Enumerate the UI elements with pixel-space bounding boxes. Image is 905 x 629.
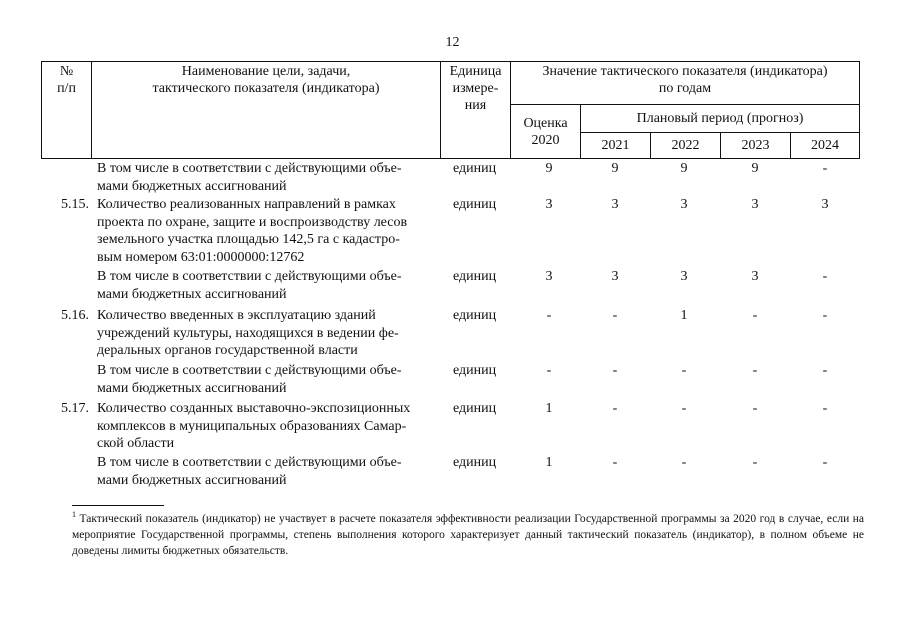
row-value: 9 bbox=[751, 161, 759, 176]
row-name-line: Количество введенных в эксплуатацию зданий bbox=[97, 308, 376, 323]
row-name-line: мами бюджетных ассигнований bbox=[97, 286, 287, 302]
row-name-line: мами бюджетных ассигнований bbox=[97, 178, 287, 194]
page-number: 12 bbox=[445, 35, 460, 50]
row-value: 1 bbox=[545, 401, 553, 416]
row-number: 5.16. bbox=[61, 308, 89, 323]
row-value: - bbox=[752, 308, 758, 323]
row-unit: единиц bbox=[453, 308, 497, 323]
header-unit-line2: измере- bbox=[452, 81, 499, 96]
row-name bbox=[97, 268, 437, 303]
row-value: - bbox=[681, 401, 687, 416]
table-row bbox=[41, 307, 859, 362]
header-unit bbox=[441, 62, 511, 159]
row-name-line: мами бюджетных ассигнований bbox=[97, 472, 287, 488]
row-value: - bbox=[612, 308, 618, 323]
row-unit: единиц bbox=[453, 161, 497, 176]
row-value: - bbox=[612, 363, 618, 378]
header-year: 2022 bbox=[651, 133, 721, 159]
row-name-line: вым номером 63:01:0000000:12762 bbox=[97, 249, 305, 265]
row-value: - bbox=[546, 363, 552, 378]
row-unit: единиц bbox=[453, 269, 497, 284]
row-unit: единиц bbox=[453, 363, 497, 378]
header-num bbox=[42, 62, 92, 159]
row-value: - bbox=[681, 455, 687, 470]
row-value: - bbox=[822, 401, 828, 416]
row-value: - bbox=[546, 308, 552, 323]
row-value: 3 bbox=[545, 197, 553, 212]
row-unit: единиц bbox=[453, 455, 497, 470]
footnote bbox=[72, 507, 864, 559]
table-row bbox=[41, 454, 859, 490]
header-name bbox=[92, 62, 441, 159]
row-name-line: земельного участка площадью 142,5 га с кадастро- bbox=[97, 232, 400, 247]
row-value: - bbox=[822, 269, 828, 284]
row-value: 3 bbox=[611, 269, 619, 284]
row-name-line: учреждений культуры, находящихся в ведении фе- bbox=[97, 325, 399, 341]
row-unit: единиц bbox=[453, 401, 497, 416]
row-name-line: проекта по охране, защите и воспроизводству лесов bbox=[97, 214, 408, 230]
row-value: - bbox=[681, 363, 687, 378]
row-value: 3 bbox=[751, 269, 759, 284]
row-name-line: деральных органов государственной власти bbox=[97, 343, 358, 358]
row-value: 9 bbox=[611, 161, 619, 176]
header-unit-line1: Единица bbox=[449, 64, 502, 79]
header-planned: Плановый период (прогноз) bbox=[581, 105, 860, 133]
row-value: 1 bbox=[680, 308, 688, 323]
row-name bbox=[97, 454, 437, 489]
row-value: 3 bbox=[821, 197, 829, 212]
row-value: - bbox=[612, 455, 618, 470]
row-name-line: мами бюджетных ассигнований bbox=[97, 380, 287, 396]
footnote-text: Тактический показатель (индикатор) не участвует в расчете показателя эффективности реализации Государственной программы за 2020 год в случае, если на мероприятие Государственной программы, степень выполнения которого характеризует данный тактический показатель (индикатор), в полном объеме не доведены лимиты бюджетных обязательств. bbox=[72, 512, 864, 557]
row-value: 9 bbox=[545, 161, 553, 176]
header-name-line1: Наименование цели, задачи, bbox=[181, 64, 351, 79]
footnote-marker: 1 bbox=[72, 510, 76, 519]
row-value: 3 bbox=[680, 197, 688, 212]
row-value: 3 bbox=[545, 269, 553, 284]
header-num-line2: п/п bbox=[57, 81, 76, 96]
row-value: 9 bbox=[680, 161, 688, 176]
row-number: 5.15. bbox=[61, 197, 89, 212]
row-name-line: В том числе в соответствии с действующими объе- bbox=[97, 161, 402, 176]
header-unit-line3: ния bbox=[464, 98, 487, 113]
row-name bbox=[97, 307, 437, 360]
row-value: 1 bbox=[545, 455, 553, 470]
header-year: 2024 bbox=[791, 133, 860, 159]
row-value: - bbox=[752, 401, 758, 416]
row-name bbox=[97, 362, 437, 397]
row-value: 3 bbox=[611, 197, 619, 212]
row-name-line: В том числе в соответствии с действующими объе- bbox=[97, 269, 402, 284]
row-value: 3 bbox=[680, 269, 688, 284]
table-row bbox=[41, 400, 859, 454]
row-name-line: ской области bbox=[97, 436, 175, 451]
row-name-line: В том числе в соответствии с действующими объе- bbox=[97, 363, 402, 378]
table-header bbox=[41, 61, 860, 159]
table-row bbox=[41, 196, 859, 268]
header-values-line2: по годам bbox=[658, 81, 712, 96]
header-name-line2: тактического показателя (индикатора) bbox=[152, 81, 380, 96]
header-year: 2021 bbox=[581, 133, 651, 159]
header-values bbox=[511, 62, 860, 105]
row-name-line: В том числе в соответствии с действующими объе- bbox=[97, 455, 402, 470]
row-value: - bbox=[612, 401, 618, 416]
table-row bbox=[41, 268, 859, 307]
row-value: - bbox=[752, 455, 758, 470]
header-estimate bbox=[511, 105, 581, 159]
table-row bbox=[41, 160, 859, 196]
row-value: - bbox=[822, 455, 828, 470]
row-unit: единиц bbox=[453, 197, 497, 212]
row-number: 5.17. bbox=[61, 401, 89, 416]
header-values-line1: Значение тактического показателя (индикатора) bbox=[542, 64, 828, 79]
row-value: 3 bbox=[751, 197, 759, 212]
row-name-line: комплексов в муниципальных образованиях Самар- bbox=[97, 418, 407, 434]
footnote-divider bbox=[72, 505, 164, 506]
row-name-line: Количество реализованных направлений в рамках bbox=[97, 197, 396, 212]
header-estimate-line2: 2020 bbox=[531, 132, 560, 148]
table-row bbox=[41, 362, 859, 400]
row-name bbox=[97, 160, 437, 195]
row-value: - bbox=[822, 161, 828, 176]
row-value: - bbox=[822, 308, 828, 323]
row-value: - bbox=[822, 363, 828, 378]
table-body bbox=[41, 160, 859, 490]
header-year: 2023 bbox=[721, 133, 791, 159]
row-name-line: Количество созданных выставочно-экспозиционных bbox=[97, 401, 411, 416]
header-num-line1: № bbox=[59, 64, 74, 79]
row-name bbox=[97, 400, 437, 453]
row-name bbox=[97, 196, 437, 266]
header-estimate-line1: Оценка bbox=[523, 115, 568, 131]
row-value: - bbox=[752, 363, 758, 378]
